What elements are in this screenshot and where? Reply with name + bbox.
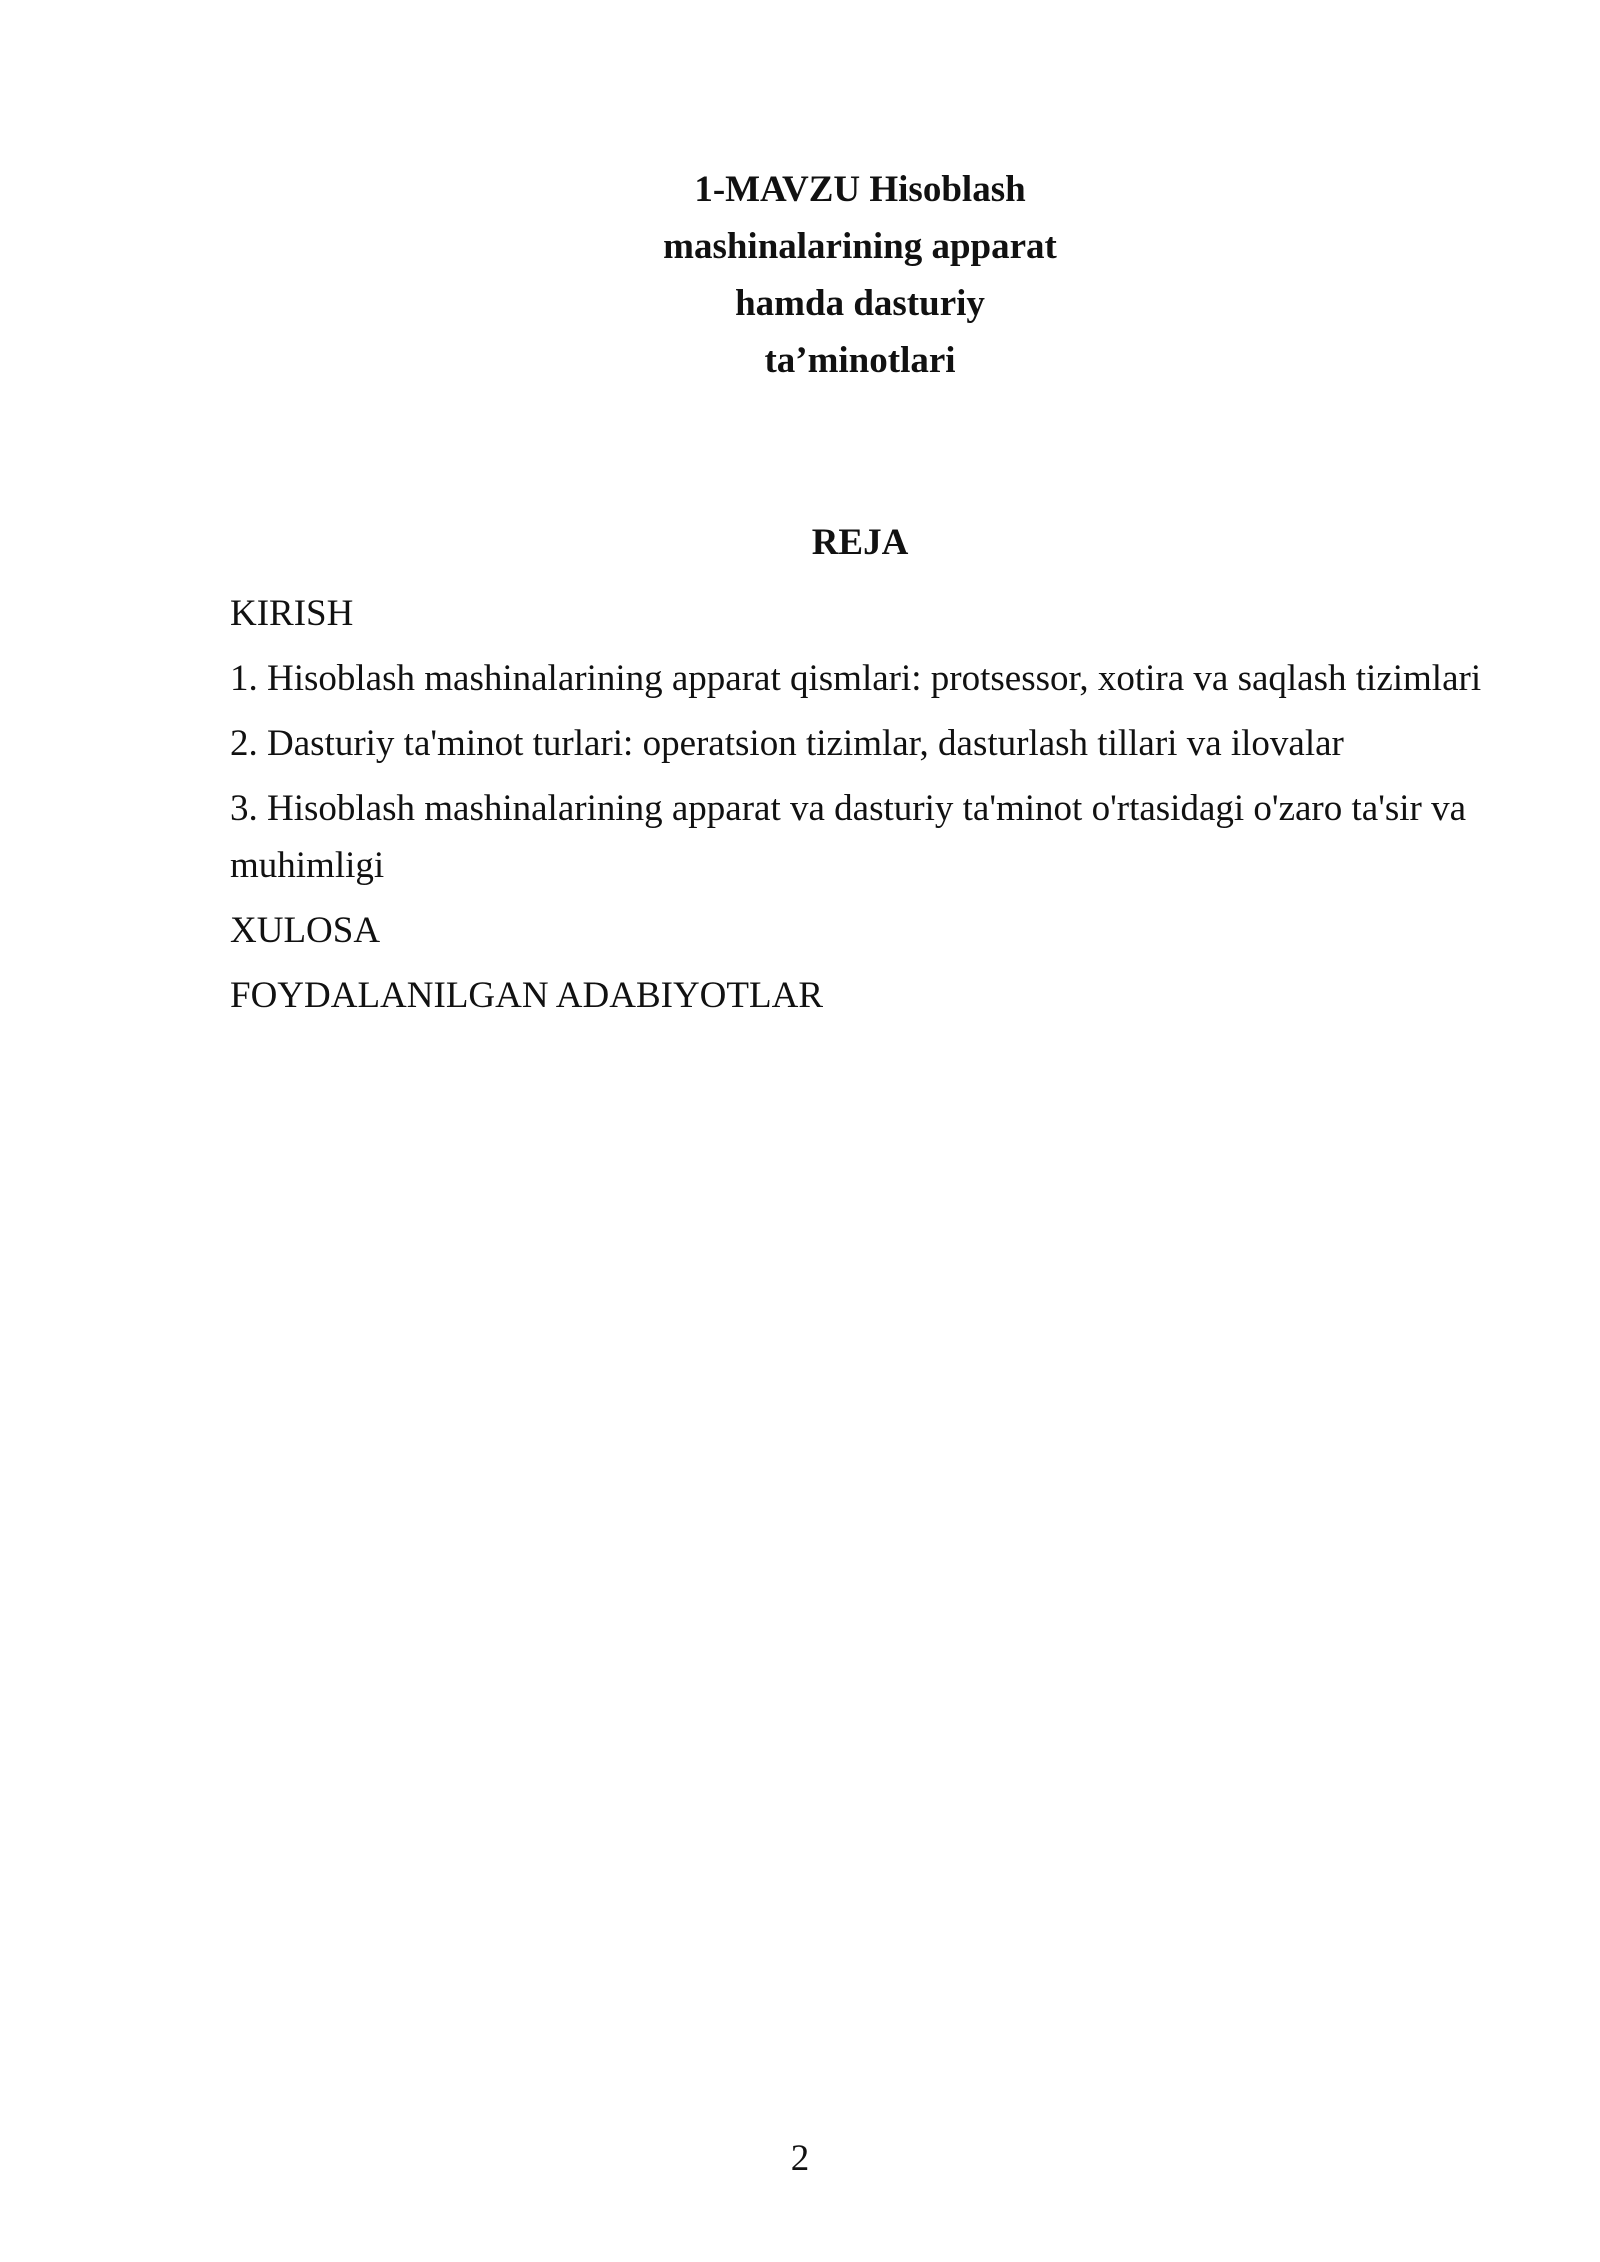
plan-item-introduction: KIRISH [230, 593, 354, 634]
title-line: 1-MAVZU Hisoblash [694, 169, 1026, 210]
plan-item-references: FOYDALANILGAN ADABIYOTLAR [230, 975, 823, 1016]
plan-item-2: 2. Dasturiy ta'minot turlari: operatsion tizimlar, dasturlash tillari va ilovalar [230, 723, 1344, 764]
plan-list [230, 585, 1530, 1032]
plan-item-conclusion: XULOSA [230, 910, 381, 951]
plan-item-1: 1. Hisoblash mashinalarining apparat qismlari: protsessor, xotira va saqlash tizimlari [230, 658, 1482, 699]
title-line: mashinalarining apparat [663, 226, 1057, 267]
title-line: hamda dasturiy [735, 283, 985, 324]
title-line: ta’minotlari [764, 340, 956, 381]
plan-item-3: 3. Hisoblash mashinalarining apparat va dasturiy ta'minot o'rtasidagi o'zaro ta'sir va muhimligi [230, 788, 1467, 886]
page-number: 2 [790, 2138, 810, 2179]
plan-heading: REJA [811, 522, 909, 563]
document-title [600, 161, 1120, 389]
